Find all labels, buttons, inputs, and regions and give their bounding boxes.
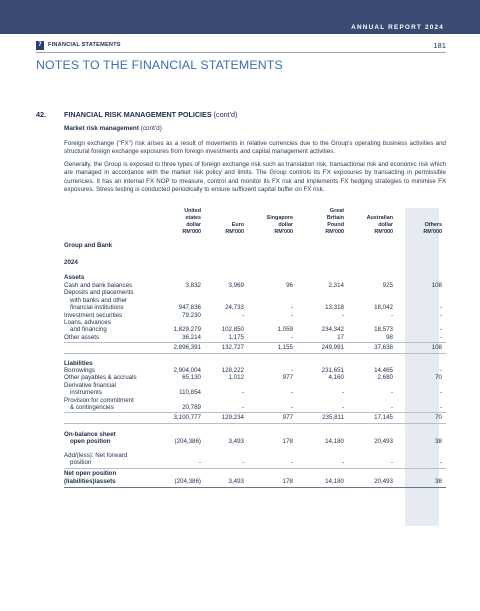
row-value: 36,214 (182, 333, 201, 341)
row-label: Deposits and placements (64, 289, 134, 297)
row-value: 1,829,279 (173, 326, 201, 334)
sub-heading (64, 125, 162, 132)
table-rule (64, 342, 446, 343)
note-title: FINANCIAL RISK MANAGEMENT POLICIES (64, 110, 212, 119)
row-value: 18,042 (374, 304, 393, 312)
row-value: 129,234 (221, 414, 244, 422)
row-value: - (290, 311, 293, 319)
row-value: - (390, 389, 393, 397)
column-header-line: RM'000 (182, 229, 201, 235)
row-value: - (439, 367, 442, 374)
table-rule (64, 468, 446, 469)
row-label: with banks and other (70, 296, 128, 304)
row-value: - (390, 311, 393, 319)
row-value: - (241, 311, 244, 319)
row-value: 249,991 (321, 344, 344, 352)
row-label: position (70, 459, 92, 466)
row-value: 925 (382, 282, 393, 289)
row-value: - (439, 333, 442, 341)
row-value: - (390, 459, 393, 466)
row-value: 977 (282, 414, 293, 422)
paragraph-fx-types: Generally, the Group is exposed to three types of foreign exchange risk such as translation risk, transactional risk and economic risk which are managed in accordance with the market risk policy and limits. The Group controls its FX exposures by transacting in permissible currencies. It has an internal FX NOP to measure, control and monitor its FX risk and implements FX hedging strategies to minimise FX exposures. Stress testing is conducted periodically to ensure sufficient capital buffer on FX risk. (64, 161, 446, 193)
page-title: NOTES TO THE FINANCIAL STATEMENTS (36, 58, 283, 72)
row-value: - (341, 404, 344, 411)
table-rule (64, 412, 446, 413)
row-value: 38 (435, 438, 442, 446)
note-number: 42. (36, 110, 46, 119)
row-value: 13,318 (325, 304, 344, 312)
row-value: 1,175 (228, 333, 244, 341)
row-value: 2,314 (328, 282, 344, 289)
table-rule (64, 353, 446, 354)
row-value: 2,904,004 (173, 367, 201, 374)
row-value: 231,651 (321, 367, 344, 374)
row-label: Liabilities (64, 359, 93, 367)
row-value: - (439, 389, 442, 397)
top-banner (0, 0, 480, 34)
column-header-line: Australian (366, 215, 393, 221)
row-value: 108 (431, 282, 442, 289)
column-header-line: dollar (378, 222, 393, 228)
row-label: (liabilities)/assets (64, 477, 116, 485)
row-value: - (241, 459, 244, 466)
row-value: 4,160 (328, 374, 344, 382)
section-header (36, 41, 446, 51)
row-value: 234,342 (321, 326, 344, 334)
row-value: (204,386) (174, 438, 201, 446)
row-label: instruments (70, 389, 102, 397)
row-value: - (290, 367, 293, 374)
row-value: 96 (286, 282, 293, 289)
column-header-line: RM'000 (423, 229, 442, 235)
row-value: 38 (435, 477, 442, 485)
note-heading (36, 110, 237, 119)
row-value: - (439, 311, 442, 319)
row-value: 1,012 (228, 374, 244, 382)
row-value: 128,222 (221, 367, 244, 374)
row-value: - (341, 459, 344, 466)
column-header-line: states (185, 215, 201, 221)
row-label: open position (70, 438, 111, 446)
column-header-line: Others (424, 222, 442, 228)
row-value: 18,573 (374, 326, 393, 334)
column-header-line: Euro (231, 222, 244, 228)
row-value: 2,896,391 (173, 344, 201, 352)
row-value: 1,155 (277, 344, 293, 352)
row-value: 14,465 (374, 367, 393, 374)
row-value: - (439, 304, 442, 312)
column-header-line: RM'000 (374, 229, 393, 235)
row-label: Loans, advances (64, 319, 111, 326)
row-value: 17,145 (374, 414, 393, 422)
page-number: 181 (433, 41, 446, 50)
column-header-line: dollar (186, 222, 201, 228)
row-value: 14,180 (325, 438, 344, 446)
row-label: On-balance sheet (64, 430, 116, 438)
row-value: - (439, 404, 442, 411)
row-value: 14,180 (325, 477, 344, 485)
row-value: 178 (282, 477, 293, 485)
row-value: 3,493 (228, 477, 244, 485)
row-label: 2024 (64, 259, 78, 266)
row-label: and financing (70, 326, 107, 334)
row-value: - (290, 389, 293, 397)
header-divider (36, 52, 446, 53)
row-value: 3,969 (228, 282, 244, 289)
row-value: - (290, 333, 293, 341)
row-label: Borrowings (64, 367, 95, 374)
column-header-line: Pound (327, 222, 344, 228)
row-value: 132,727 (221, 344, 244, 352)
row-value: - (439, 459, 442, 466)
row-value: 17 (337, 333, 344, 341)
row-label: Add/(less): Net forward (64, 451, 128, 459)
row-value: 79,230 (182, 311, 201, 319)
row-value: - (241, 389, 244, 397)
row-value: 110,854 (179, 389, 201, 397)
column-header-line: RM'000 (225, 229, 244, 235)
row-value: - (341, 311, 344, 319)
row-label: Net open position (64, 470, 117, 478)
row-value: 20,789 (182, 404, 201, 411)
section-label: FINANCIAL STATEMENTS (48, 42, 121, 48)
row-label: Other payables & accruals (64, 374, 137, 382)
row-value: - (390, 404, 393, 411)
column-header-line: dollar (278, 222, 293, 228)
table-rule (64, 487, 446, 488)
row-value: 20,493 (374, 438, 393, 446)
row-label: Other assets (64, 333, 100, 341)
row-value: 3,832 (185, 282, 201, 289)
report-title: ANNUAL REPORT 2024 (351, 24, 444, 31)
row-value: (204,386) (174, 477, 201, 485)
row-value: - (241, 404, 244, 411)
row-value: 65,130 (182, 374, 201, 382)
row-value: 70 (435, 374, 442, 382)
row-value: 235,811 (322, 414, 344, 422)
subheading-text: Market risk management (64, 125, 139, 132)
column-header-line: Britain (326, 215, 344, 221)
paragraph-fx-risk: Foreign exchange ("FX") risk arises as a result of movements in relative currencies due to the Group's operating business activities and structural foreign exchange exposures from foreign investments and capital management activities. (64, 140, 446, 156)
row-label: Group and Bank (64, 242, 113, 249)
subheading-cont: (cont'd) (140, 125, 162, 132)
note-title-cont: (cont'd) (213, 110, 238, 119)
row-value: - (439, 326, 442, 334)
column-header-line: United (184, 208, 201, 214)
column-header-line: Great (329, 208, 344, 214)
row-value: 24,733 (225, 304, 244, 312)
column-header-line: RM'000 (325, 229, 344, 235)
row-label: Derivative financial (64, 381, 116, 389)
row-value: 3,493 (228, 438, 244, 446)
row-value: 3,100,777 (173, 414, 201, 422)
column-header-line: Singapore (266, 215, 293, 221)
row-value: 977 (282, 374, 293, 382)
row-value: - (290, 404, 293, 411)
row-value: - (290, 459, 293, 466)
table-rule (64, 423, 446, 424)
column-header-line: RM'000 (274, 229, 293, 235)
row-value: 20,493 (374, 477, 393, 485)
row-value: 108 (431, 344, 442, 352)
row-label: Cash and bank balances (64, 282, 133, 289)
row-value: 2,680 (377, 374, 393, 382)
row-label: Provision for commitment (64, 396, 134, 404)
row-value: 37,638 (374, 344, 393, 352)
row-label: Assets (64, 274, 85, 281)
row-value: - (341, 389, 344, 397)
row-value: 98 (386, 333, 393, 341)
row-value: 70 (435, 414, 442, 422)
row-value: - (198, 459, 201, 466)
row-value: 102,850 (221, 326, 244, 334)
row-label: Investment securities (64, 311, 123, 319)
row-label: & contingencies (70, 404, 114, 411)
section-number-badge: 7 (36, 41, 44, 50)
row-label: financial institutions (70, 304, 124, 312)
row-value: - (290, 304, 293, 312)
row-value: 178 (282, 438, 293, 446)
row-value: 1,059 (277, 326, 293, 334)
row-value: 947,836 (178, 304, 201, 312)
